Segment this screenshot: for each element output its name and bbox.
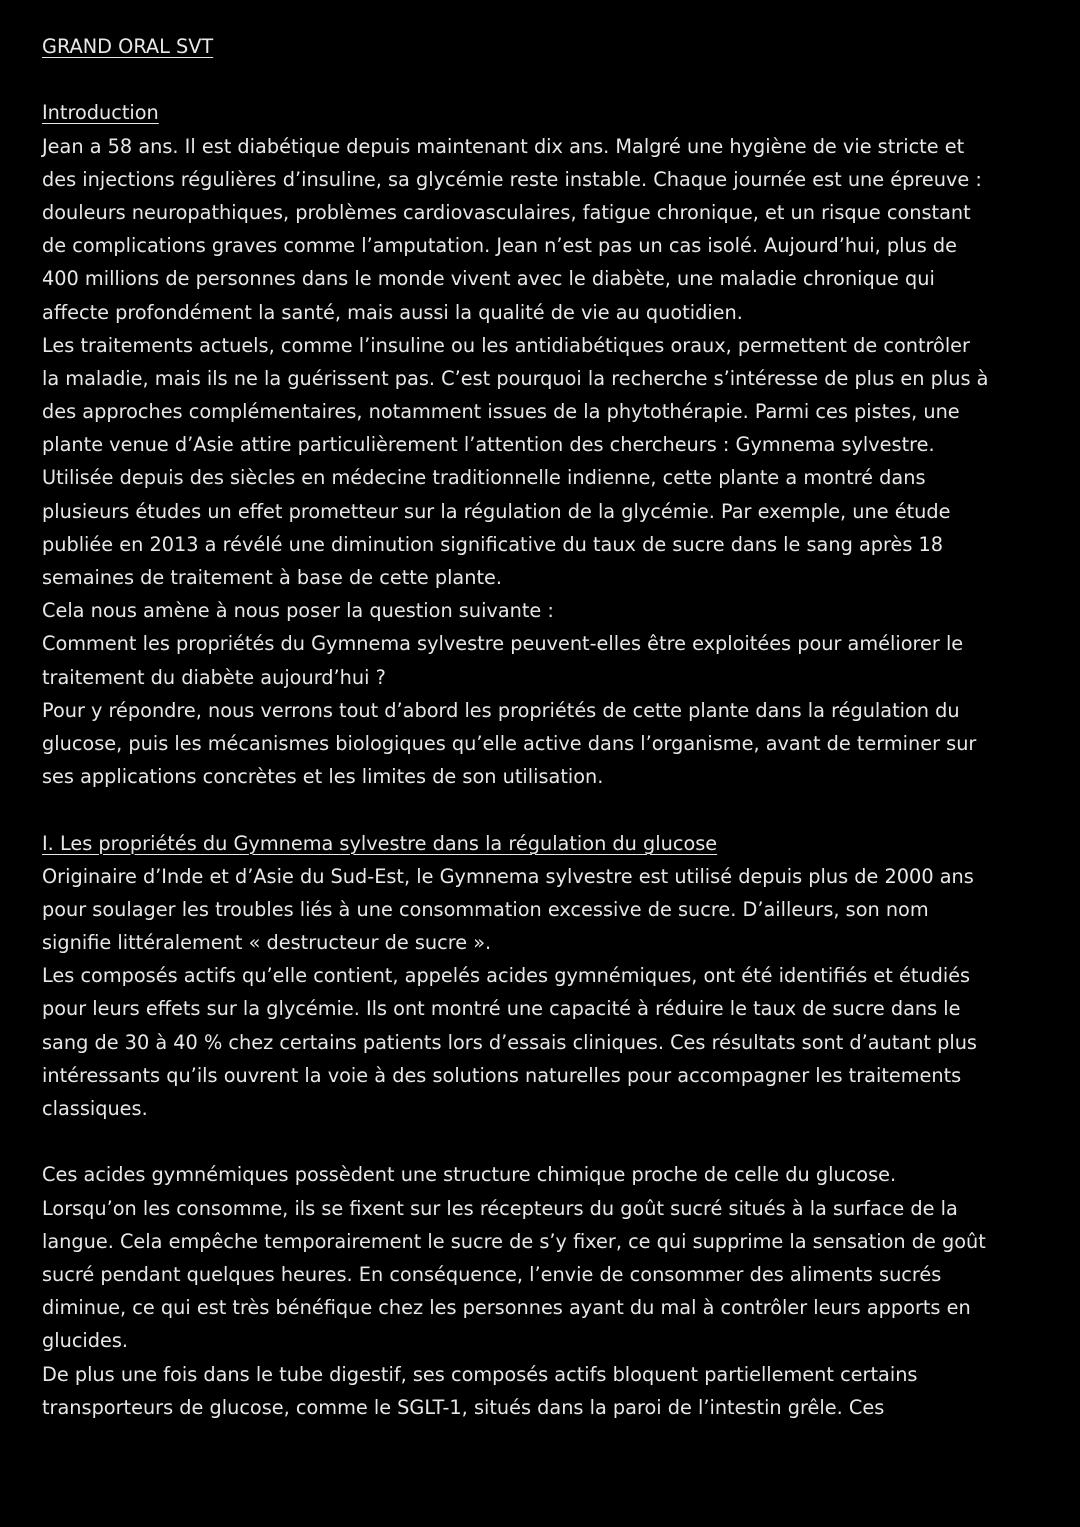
spacer xyxy=(42,1125,1052,1158)
text-line: glucose, puis les mécanismes biologiques qu’elle active dans l’organisme, avant de terminer sur xyxy=(42,731,977,755)
text-line: De plus une fois dans le tube digestif, ses composés actifs bloquent partiellement certains xyxy=(42,1362,918,1386)
section-1-heading: I. Les propriétés du Gymnema sylvestre dans la régulation du glucose xyxy=(42,831,718,855)
text-line: plante venue d’Asie attire particulièrement l’attention des chercheurs : Gymnema sylvestre. xyxy=(42,433,935,457)
text-line: glucides. xyxy=(42,1329,129,1353)
document-title: GRAND ORAL SVT xyxy=(42,35,214,58)
text-line: Jean a 58 ans. Il est diabétique depuis maintenant dix ans. Malgré une hygiène de vie stricte et xyxy=(42,134,965,158)
section-1-paragraph-1 xyxy=(42,860,1052,1126)
text-line: douleurs neuropathiques, problèmes cardiovasculaires, fatigue chronique, et un risque constant xyxy=(42,200,971,224)
text-line: pour soulager les troubles liés à une consommation excessive de sucre. D’ailleurs, son nom xyxy=(42,897,929,921)
text-line: de complications graves comme l’amputation. Jean n’est pas un cas isolé. Aujourd’hui, plus de xyxy=(42,234,957,258)
section-1 xyxy=(42,827,1052,1424)
text-line: plusieurs études un effet prometteur sur la régulation de la glycémie. Par exemple, une étude xyxy=(42,499,951,523)
text-line: sucré pendant quelques heures. En conséquence, l’envie de consommer des aliments sucrés xyxy=(42,1262,942,1286)
introduction-section xyxy=(42,96,1052,793)
text-line: classiques. xyxy=(42,1097,148,1120)
text-line: pour leurs effets sur la glycémie. Ils ont montré une capacité à réduire le taux de sucre dans le xyxy=(42,997,961,1021)
text-line: Comment les propriétés du Gymnema sylvestre peuvent-elles être exploitées pour améliorer le xyxy=(42,632,964,656)
text-line: des injections régulières d’insuline, sa glycémie reste instable. Chaque journée est une épreuve : xyxy=(42,167,982,191)
text-line: sang de 30 à 40 % chez certains patients lors d’essais cliniques. Ces résultats sont d’autant plus xyxy=(42,1030,977,1054)
text-line: Lorsqu’on les consomme, ils se fixent sur les récepteurs du goût sucré situés à la surface de la xyxy=(42,1196,958,1220)
text-line: Originaire d’Inde et d’Asie du Sud-Est, le Gymnema sylvestre est utilisé depuis plus de 2000 ans xyxy=(42,864,974,888)
text-line: signifie littéralement « destructeur de sucre ». xyxy=(42,931,492,955)
text-line: Ces acides gymnémiques possèdent une structure chimique proche de celle du glucose. xyxy=(42,1163,897,1187)
text-line: semaines de traitement à base de cette plante. xyxy=(42,566,503,589)
text-line: Les composés actifs qu’elle contient, appelés acides gymnémiques, ont été identifiés et étudiés xyxy=(42,964,971,988)
document-body xyxy=(42,30,1052,1424)
text-line: publiée en 2013 a révélé une diminution significative du taux de sucre dans le sang après 18 xyxy=(42,532,944,556)
text-line: langue. Cela empêche temporairement le sucre de s’y fixer, ce qui supprime la sensation de goût xyxy=(42,1229,986,1253)
text-line: Pour y répondre, nous verrons tout d’abord les propriétés de cette plante dans la régulation du xyxy=(42,698,960,722)
text-line: Cela nous amène à nous poser la question suivante : xyxy=(42,599,554,623)
text-line: Utilisée depuis des siècles en médecine traditionnelle indienne, cette plante a montré dans xyxy=(42,466,926,490)
text-line: la maladie, mais ils ne la guérissent pas. C’est pourquoi la recherche s’intéresse de plus en plus à xyxy=(42,366,989,390)
spacer xyxy=(42,63,1052,96)
text-line: diminue, ce qui est très bénéfique chez les personnes ayant du mal à contrôler leurs apports en xyxy=(42,1296,971,1320)
spacer xyxy=(42,793,1052,826)
text-line: traitement du diabète aujourd’hui ? xyxy=(42,665,386,689)
text-line: intéressants qu’ils ouvrent la voie à des solutions naturelles pour accompagner les traitements xyxy=(42,1063,962,1087)
text-line: 400 millions de personnes dans le monde vivent avec le diabète, une maladie chronique qui xyxy=(42,267,935,291)
introduction-heading: Introduction xyxy=(42,101,159,125)
text-line: des approches complémentaires, notamment issues de la phytothérapie. Parmi ces pistes, une xyxy=(42,400,960,424)
text-line: transporteurs de glucose, comme le SGLT-1, situés dans la paroi de l’intestin grêle. Ces xyxy=(42,1395,885,1419)
text-line: affecte profondément la santé, mais aussi la qualité de vie au quotidien. xyxy=(42,300,743,324)
section-1-paragraph-2 xyxy=(42,1158,1052,1424)
text-line: Les traitements actuels, comme l’insuline ou les antidiabétiques oraux, permettent de contrôler xyxy=(42,333,970,357)
text-line: ses applications concrètes et les limites de son utilisation. xyxy=(42,765,604,789)
introduction-text xyxy=(42,130,1052,794)
